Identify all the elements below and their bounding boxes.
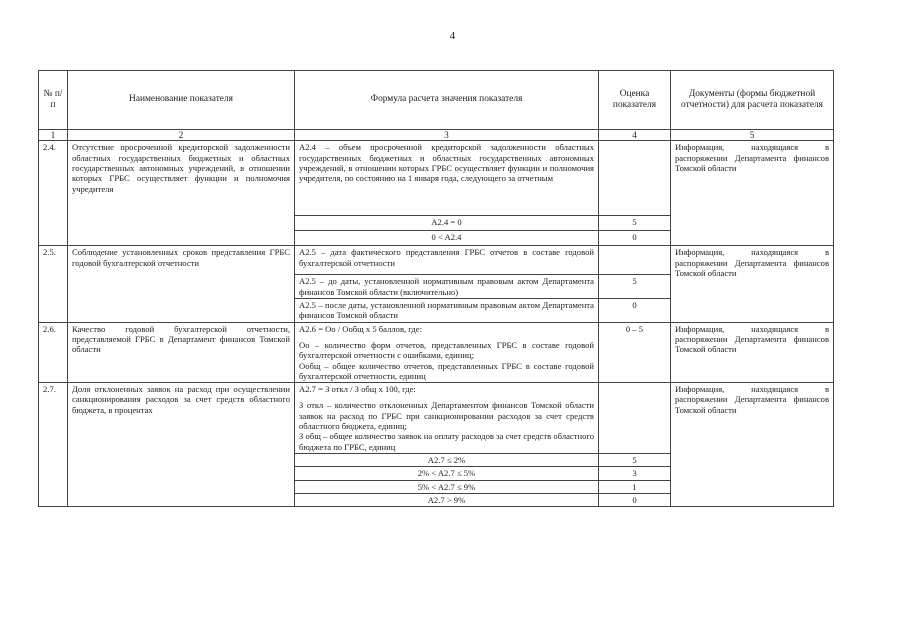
formula-cell: [295, 322, 599, 383]
formula-main: A2.6 = Oо / Oобщ x 5 баллов, где:: [299, 323, 422, 334]
documents-cell: Информация, находящаяся в распоряжении Департамента финансов Томской области: [671, 141, 834, 246]
condition: A2.5 – до даты, установленной нормативным правовым актом Департамента финансов Томской области (включительно): [295, 275, 599, 299]
indicator-name: Доля отклоненных заявок на расход при осуществлении санкционирования расходов за счет средств областного бюджета, в процентах: [68, 383, 295, 507]
table-row: [39, 141, 834, 216]
header-number: № п/п: [39, 71, 68, 130]
row-number: 2.5.: [39, 246, 68, 322]
column-number-row: [39, 130, 834, 141]
condition: A2.7 > 9%: [295, 493, 599, 506]
condition: A2.4 = 0: [295, 216, 599, 231]
score-value: 0 – 5: [599, 322, 671, 383]
row-number: 2.4.: [39, 141, 68, 246]
column-number: 2: [68, 130, 295, 141]
column-number: 1: [39, 130, 68, 141]
header-formula: Формула расчета значения показателя: [295, 71, 599, 130]
score-value: 5: [599, 275, 671, 299]
condition: A2.7 ≤ 2%: [295, 454, 599, 467]
score-value: 0: [599, 298, 671, 322]
condition: 0 < A2.4: [295, 231, 599, 246]
row-number: 2.7.: [39, 383, 68, 507]
formula-description: З откл – количество отклоненных Департаментом финансов Томской области заявок на расход по ГРБС при санкционировании расходов за счет средств областного бюджета, единиц; З общ – общее количество заявок на оплату расходов за счет средств областного бюджета по ГРБС, единиц: [299, 400, 594, 452]
documents-cell: Информация, находящаяся в распоряжении Департамента финансов Томской области: [671, 322, 834, 383]
score-value: 0: [599, 493, 671, 506]
indicator-name: Отсутствие просроченной кредиторской задолженности областных государственных бюджетных и областных государственных автономных учреждений, в отношении которых ГРБС осуществляет функции и полномочия учредителя: [68, 141, 295, 246]
score-cell: [599, 141, 671, 216]
table-header-row: [39, 71, 834, 130]
documents-cell: Информация, находящаяся в распоряжении Департамента финансов Томской области: [671, 383, 834, 507]
score-value: 0: [599, 231, 671, 246]
indicator-name: Качество годовой бухгалтерской отчетности, представляемой ГРБС в Департамент финансов Томской области: [68, 322, 295, 383]
page-number: 4: [449, 30, 456, 42]
table-row: [39, 383, 834, 454]
header-documents: Документы (формы бюджетной отчетности) для расчета показателя: [671, 71, 834, 130]
column-number: 3: [295, 130, 599, 141]
formula-cell: [295, 383, 599, 454]
column-number: 5: [671, 130, 834, 141]
formula-description: Oо – количество форм отчетов, представленных ГРБС в составе годовой бухгалтерской отчетности с ошибками, единиц; Oобщ – общее количество отчетов, представленных ГРБС в составе годовой бухгалтерской отчетности, единиц: [299, 339, 594, 381]
formula-description: A2.5 – дата фактического представления ГРБС отчетов в составе годовой бухгалтерской отчетности: [295, 246, 599, 275]
formula-main: A2.7 = З откл / З общ x 100, где:: [299, 384, 416, 395]
table-row: [39, 322, 834, 383]
score-value: 5: [599, 454, 671, 467]
score-cell: [599, 246, 671, 275]
column-number: 4: [599, 130, 671, 141]
documents-cell: Информация, находящаяся в распоряжении Департамента финансов Томской области: [671, 246, 834, 322]
score-value: 1: [599, 480, 671, 493]
header-score: Оценка показателя: [599, 71, 671, 130]
table-row: [39, 246, 834, 275]
condition: A2.5 – после даты, установленной нормативным правовым актом Департамента финансов Томской области: [295, 298, 599, 322]
indicator-name: Соблюдение установленных сроков представления ГРБС годовой бухгалтерской отчетности: [68, 246, 295, 322]
formula-description: A2.4 – объем просроченной кредиторской задолженности областных государственных бюджетных и областных государственных автономных учреждений, в отношении которых ГРБС осуществляет функции и полномочия учредителя, по состоянию на 1 января года, следующего за отчетным: [295, 141, 599, 216]
indicators-table: [38, 70, 834, 507]
score-cell: [599, 383, 671, 454]
header-name: Наименование показателя: [68, 71, 295, 130]
score-value: 5: [599, 216, 671, 231]
condition: 2% < A2.7 ≤ 5%: [295, 467, 599, 480]
score-value: 3: [599, 467, 671, 480]
condition: 5% < A2.7 ≤ 9%: [295, 480, 599, 493]
row-number: 2.6.: [39, 322, 68, 383]
